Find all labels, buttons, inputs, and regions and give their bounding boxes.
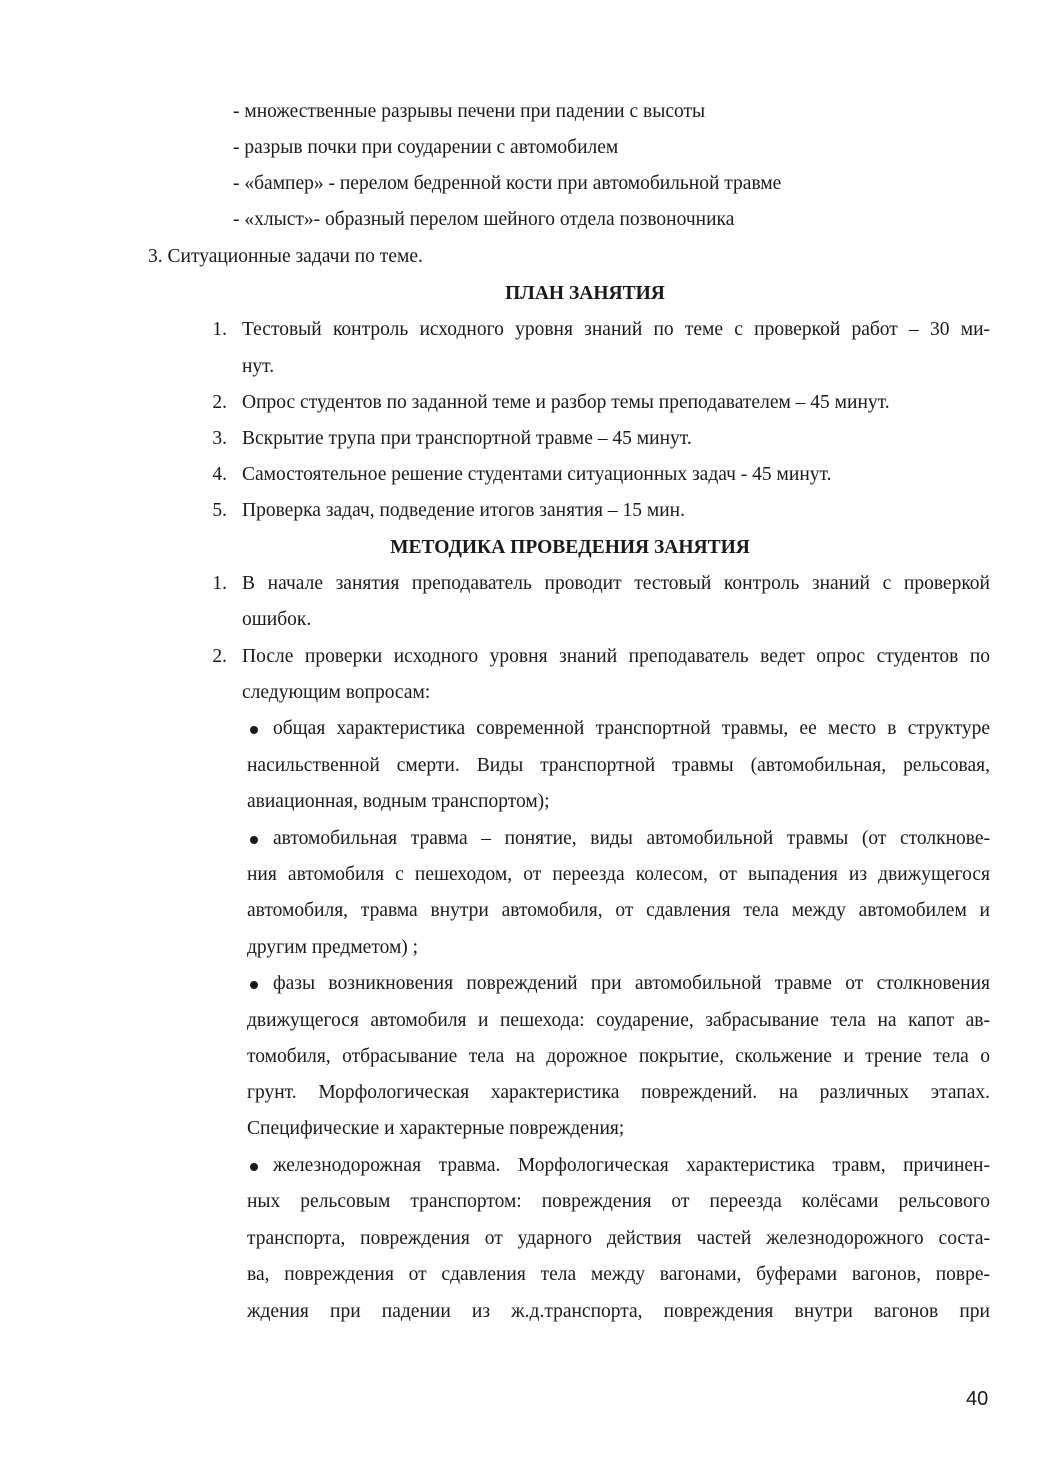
plan-item-line: Опрос студентов по заданной теме и разбор темы преподавателем – 45 минут. [242, 392, 890, 413]
bullet-line: транспорта, повреждения от ударного действия частей железнодорожного соста- [247, 1228, 990, 1249]
method-item-number: 1. [212, 573, 227, 594]
plan-item-line: нут. [242, 356, 275, 377]
bullet-line: Специфические и характерные повреждения; [247, 1118, 625, 1139]
plan-item-line: Тестовый контроль исходного уровня знаний по теме с проверкой работ – 30 ми- [242, 319, 990, 340]
bullet-dot [250, 981, 258, 989]
bullet-line: общая характеристика современной транспортной травмы, ее место в структуре [273, 718, 990, 739]
bullet-line: железнодорожная травма. Морфологическая характеристика травм, причинен- [273, 1155, 990, 1176]
bullet-line: авиационная, водным транспортом); [247, 791, 550, 812]
bullet-line: автомобильная травма – понятие, виды автомобильной травмы (от столкнове- [273, 828, 990, 849]
section-heading: 3. Ситуационные задачи по теме. [148, 246, 423, 267]
plan-item-number: 2. [212, 392, 227, 413]
method-item-number: 2. [212, 646, 227, 667]
bullet-line: насильственной смерти. Виды транспортной травмы (автомобильная, рельсовая, [247, 755, 990, 776]
bullet-dot [250, 836, 258, 844]
plan-item-line: Проверка задач, подведение итогов занятия – 15 мин. [242, 500, 685, 521]
bullet-line: ва, повреждения от сдавления тела между вагонами, буферами вагонов, повре- [247, 1264, 990, 1285]
plan-item-number: 4. [212, 464, 227, 485]
plan-item-line: Самостоятельное решение студентами ситуационных задач - 45 минут. [242, 464, 832, 485]
bullet-dot [250, 1163, 258, 1171]
page-number: 40 [966, 1388, 989, 1410]
plan-item-line: Вскрытие трупа при транспортной травме – 45 минут. [242, 428, 692, 449]
method-title: МЕТОДИКА ПРОВЕДЕНИЯ ЗАНЯТИЯ [390, 537, 750, 558]
method-item-line: После проверки исходного уровня знаний преподаватель ведет опрос студентов по [242, 646, 990, 667]
bullet-line: автомобиля, травма внутри автомобиля, от сдавления тела между автомобилем и [247, 900, 990, 921]
bullet-line: фазы возникновения повреждений при автомобильной травме от столкновения [273, 973, 990, 994]
plan-title: ПЛАН ЗАНЯТИЯ [505, 283, 665, 304]
bullet-line: ждения при падении из ж.д.транспорта, повреждения внутри вагонов при [247, 1301, 990, 1322]
dash-item: - разрыв почки при соударении с автомобилем [233, 137, 619, 158]
bullet-line: томобиля, отбрасывание тела на дорожное покрытие, скольжение и трение тела о [247, 1046, 990, 1067]
dash-item: - «бампер» - перелом бедренной кости при автомобильной травме [233, 173, 782, 194]
bullet-dot [250, 726, 258, 734]
bullet-line: ния автомобиля с пешеходом, от переезда колесом, от выпадения из движущегося [247, 864, 990, 885]
bullet-line: другим предметом) ; [247, 937, 419, 958]
dash-item: - множественные разрывы печени при падении с высоты [233, 101, 706, 122]
method-item-line: В начале занятия преподаватель проводит тестовый контроль знаний с проверкой [242, 573, 990, 594]
bullet-line: движущегося автомобиля и пешехода: соударение, забрасывание тела на капот ав- [247, 1010, 990, 1031]
plan-item-number: 1. [212, 319, 227, 340]
method-item-line: следующим вопросам: [242, 682, 431, 703]
plan-item-number: 5. [212, 500, 227, 521]
bullet-line: ных рельсовым транспортом: повреждения от переезда колёсами рельсового [247, 1191, 990, 1212]
method-item-line: ошибок. [242, 609, 312, 630]
plan-item-number: 3. [212, 428, 227, 449]
bullet-line: грунт. Морфологическая характеристика повреждений. на различных этапах. [247, 1082, 990, 1103]
dash-item: - «хлыст»- образный перелом шейного отдела позвоночника [233, 209, 735, 230]
